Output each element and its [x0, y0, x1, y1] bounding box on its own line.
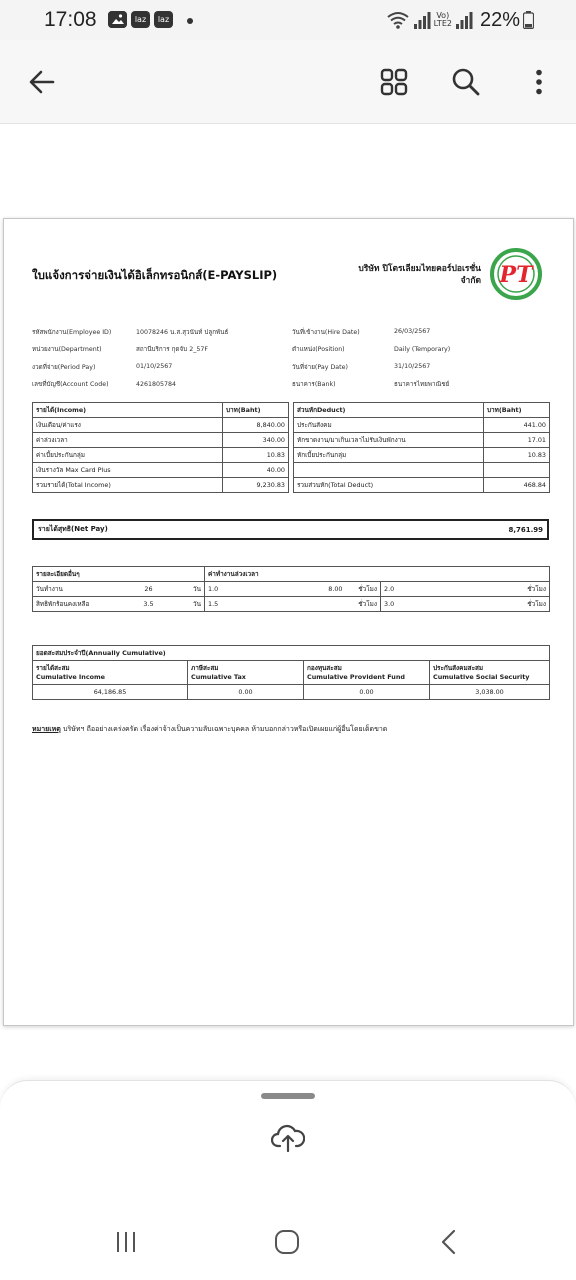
remark-note — [32, 724, 387, 735]
lazada-notification-icon: laz — [131, 11, 150, 28]
payslip-page — [3, 218, 574, 1026]
gallery-notification-icon — [108, 11, 127, 28]
signal-icon-2 — [455, 10, 473, 30]
top-app-bar — [0, 40, 576, 124]
search-icon[interactable] — [442, 58, 490, 106]
status-time: 17:08 — [44, 8, 97, 31]
info-row: ธนาคาร(Bank) ธนาคารไทยพาณิชย์ — [292, 381, 450, 389]
info-row: หน่วยงาน(Department) สถานีบริการ กุดจับ 2_57F — [32, 346, 208, 354]
company-logo — [489, 247, 543, 301]
lazada-notification-icon-2: laz — [154, 11, 173, 28]
info-row: วันที่เข้างาน(Hire Date) 26/03/2567 — [292, 328, 431, 336]
net-pay-row — [32, 519, 549, 540]
info-row: งวดที่จ่าย(Period Pay) 01/10/2567 — [32, 363, 173, 371]
net-pay-value: 8,761.99 — [508, 525, 543, 534]
annual-cumulative-table: ยอดสะสมประจำปี(Annually Cumulative) รายได้สะสม Cumulative Income ภาษีสะสม Cumulative Tax กองทุนสะสม Cumulative Provident Fund ประกันสังคมสะสม Cumulative Social Security 64,186.85 0.00 0.00 3,038.00 — [32, 645, 550, 700]
status-bar — [0, 0, 576, 40]
system-nav-bar — [0, 1200, 576, 1280]
home-icon[interactable] — [263, 1222, 311, 1262]
battery-icon — [523, 11, 534, 29]
battery-percent: 22% — [479, 8, 520, 31]
wifi-icon — [386, 10, 410, 30]
back-icon[interactable] — [425, 1222, 473, 1262]
svg-text:PT: PT — [499, 262, 533, 288]
company-name: บริษัท ปิโตรเลียมไทยคอร์ปอเรชั่น จำกัด — [358, 264, 481, 286]
employee-info-left — [32, 323, 228, 393]
more-notifications-dot — [187, 18, 193, 24]
drag-handle[interactable] — [261, 1093, 315, 1099]
employee-info-right — [292, 323, 450, 393]
signal-icon — [413, 10, 431, 30]
remark-text: บริษัทฯ ถืออย่างเคร่งครัด เรื่องค่าจ้างเป็นความลับเฉพาะบุคคล ห้ามบอกกล่าวหรือเปิดเผยแก่ผู้อื่นโดยเด็ดขาด — [63, 725, 388, 733]
income-table: รายได้(Income) บาท(Baht) เงินเดือน/ค่าแรง 8,840.00 ค่าล่วงเวลา 340.00 ค่าเบี้ยประกันกลุ่ม 10.83 เงินรางวัล Max Card Plus 40.00 รวมรายได้(Total Income) 9,230.83 — [32, 402, 289, 493]
info-row: เลขที่บัญชี(Account Code) 4261805784 — [32, 380, 177, 389]
more-vert-icon[interactable] — [515, 58, 563, 106]
bottom-sheet[interactable] — [0, 1080, 576, 1200]
info-row: ตำแหน่ง(Position) Daily (Temporary) — [292, 345, 451, 354]
grid-view-icon[interactable] — [370, 58, 418, 106]
deduct-table: ส่วนหักDeduct) บาท(Baht) ประกันสังคม 441.00 หักขาดงาน/มาเกินเวลาไม่รับเงินพักงาน 17.01 หักเบี้ยประกันกลุ่ม 10.83 รวมส่วนหัก(Total Deduct) 468.84 — [293, 402, 550, 493]
other-details-table: รายละเอียดอื่นๆ ค่าทำงานล่วงเวลา วันทำงาน 26 วัน 1.0 8.00 ชั่วโมง 2.0 ชั่วโมง สิทธิพักร้อนคงเหลือ 3.5 วัน 1.5 ชั่วโมง 3.0 ชั่วโมง — [32, 566, 550, 612]
back-arrow-icon[interactable] — [18, 58, 66, 106]
payslip-title: ใบแจ้งการจ่ายเงินได้อิเล็กทรอนิกส์(E-PAYSLIP) — [32, 268, 278, 282]
net-pay-label: รายได้สุทธิ(Net Pay) — [38, 525, 108, 533]
document-viewer[interactable] — [0, 124, 576, 1080]
remark-label: หมายเหตุ — [32, 725, 61, 733]
recents-icon[interactable] — [102, 1222, 150, 1262]
volte-indicator: Vo) LTE2 — [433, 11, 452, 28]
info-row: วันที่จ่าย(Pay Date) 31/10/2567 — [292, 363, 431, 371]
upload-cloud-icon[interactable] — [268, 1121, 308, 1155]
info-row: รหัสพนักงาน(Employee ID) 10078246 น.ส.สุวนันท์ ปลูกพันธ์ — [32, 328, 229, 336]
status-right — [386, 8, 534, 32]
